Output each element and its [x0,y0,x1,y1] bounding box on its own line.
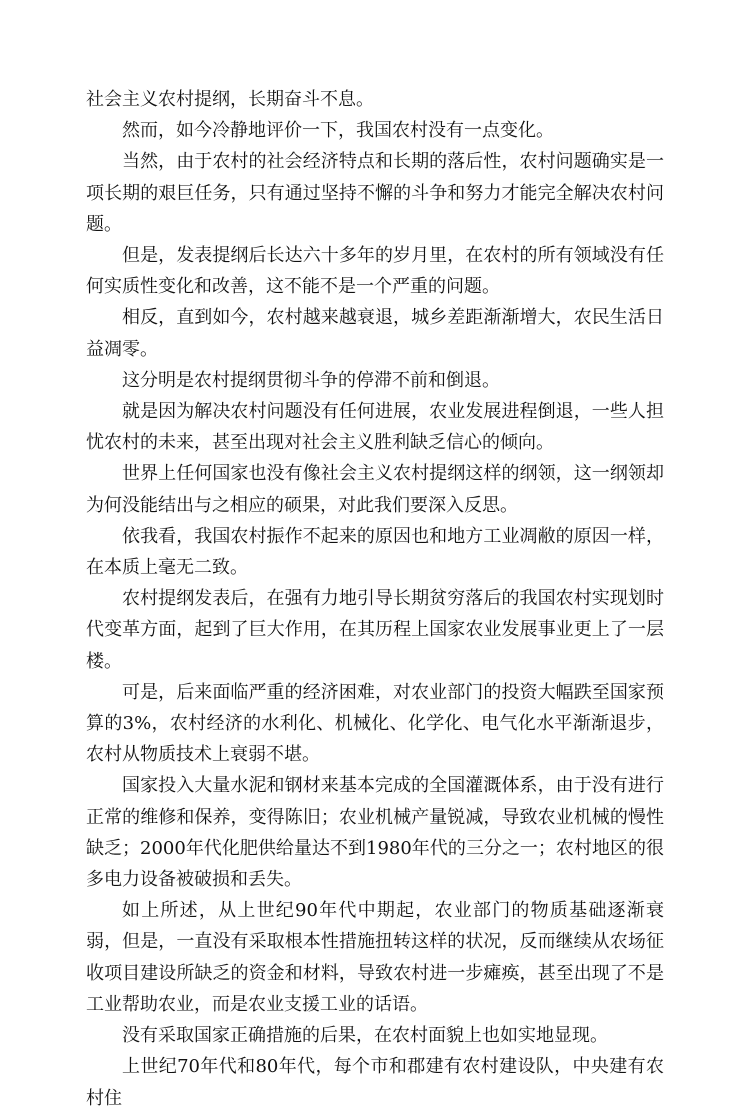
paragraph-6: 这分明是农村提纲贯彻斗争的停滞不前和倒退。 [122,369,500,391]
document-body [86,84,664,1114]
paragraph-3: 当然，由于农村的社会经济特点和长期的落后性，农村问题确实是一项长期的艰巨任务，只有通过坚持不懈的斗争和努力才能完全解决农村问题。 [86,151,664,235]
paragraph-11: 可是，后来面临严重的经济困难，对农业部门的投资大幅跌至国家预算的3%，农村经济的水利化、机械化、化学化、电气化水平渐渐退步，农村从物质技术上衰弱不堪。 [86,681,664,766]
paragraph-12: 国家投入大量水泥和钢材来基本完成的全国灌溉体系，由于没有进行正常的维修和保养，变得陈旧；农业机械产量锐减，导致农业机械的慢性缺乏；2000年代化肥供给量达不到1980年代的三分之一；农村地区的很多电力设备被破损和丢失。 [86,775,664,891]
paragraph-9: 依我看，我国农村振作不起来的原因也和地方工业凋敝的原因一样，在本质上毫无二致。 [86,525,664,579]
paragraph-14: 没有采取国家正确措施的后果，在农村面貌上也如实地显现。 [122,1025,608,1047]
paragraph-1: 社会主义农村提纲，长期奋斗不息。 [86,89,374,110]
paragraph-15: 上世纪70年代和80年代，每个市和郡建有农村建设队，中央建有农村住 [86,1056,664,1109]
paragraph-2: 然而，如今冷静地评价一下，我国农村没有一点变化。 [122,120,554,142]
paragraph-10: 农村提纲发表后，在强有力地引导长期贫穷落后的我国农村实现划时代变革方面，起到了巨大作用，在其历程上国家农业发展事业更上了一层楼。 [86,588,664,672]
paragraph-8: 世界上任何国家也没有像社会主义农村提纲这样的纲领，这一纲领却为何没能结出与之相应的硕果，对此我们要深入反思。 [86,463,664,516]
paragraph-13: 如上所述，从上世纪90年代中期起，农业部门的物质基础逐渐衰弱，但是，一直没有采取根本性措施扭转这样的状况，反而继续从农场征收项目建设所缺乏的资金和材料，导致农村进一步瘫痪，甚至出现了不是工业帮助农业，而是农业支援工业的话语。 [86,900,664,1015]
paragraph-5: 相反，直到如今，农村越来越衰退，城乡差距渐渐增大，农民生活日益凋零。 [86,307,664,360]
paragraph-7: 就是因为解决农村问题没有任何进展，农业发展进程倒退，一些人担忧农村的未来，甚至出现对社会主义胜利缺乏信心的倾向。 [86,401,664,454]
paragraph-4: 但是，发表提纲后长达六十多年的岁月里，在农村的所有领域没有任何实质性变化和改善，这不能不是一个严重的问题。 [86,245,664,298]
